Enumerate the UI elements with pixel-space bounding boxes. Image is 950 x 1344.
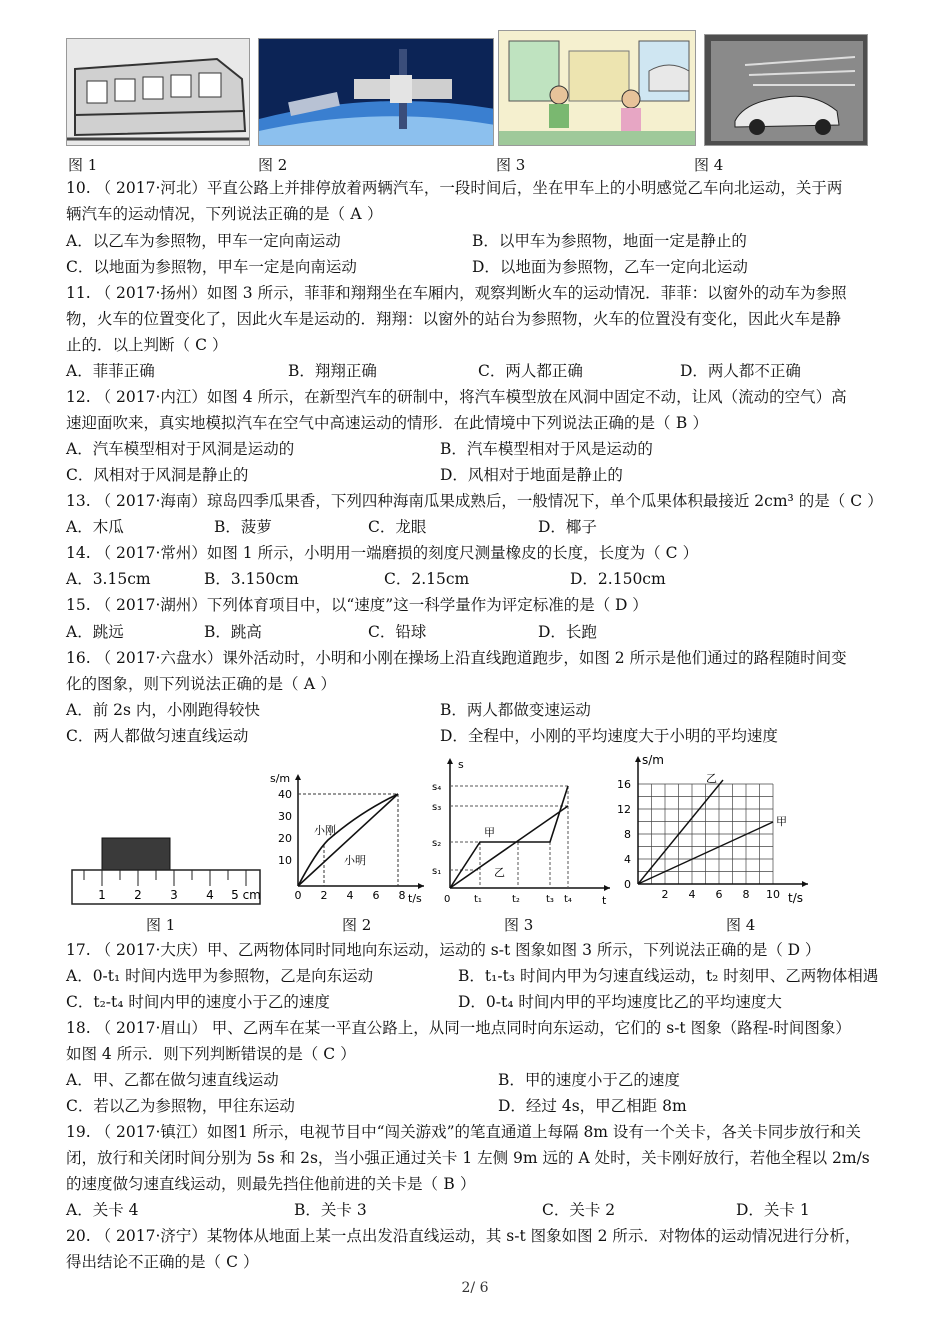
- q19-stem-text: 的速度做匀速直线运动，则最先挡住他前进的关卡是（: [66, 1175, 439, 1193]
- q20-stem-text: 得出结论不正确的是（: [66, 1253, 222, 1271]
- fig3-xlabel: t: [602, 894, 607, 907]
- q11-stem-line1: 11. （ 2017·扬州）如图 3 所示，菲菲和翔翔坐在车厢内，观察判断火车的运动情况．菲菲：以窗外的动车为参照: [66, 284, 847, 302]
- q19-option-a: A．关卡 4: [66, 1201, 139, 1219]
- q19-stem-line2: 闭，放行和关闭时间分别为 5s 和 2s，当小强正通过关卡 1 左侧 9m 远的 A 处时，关卡刚好放行，若他全程以 2m/s: [66, 1149, 870, 1167]
- fig4-xtick-4: 4: [688, 888, 696, 901]
- fig4-label-yi: 乙: [706, 772, 717, 785]
- q19-option-c: C．关卡 2: [542, 1201, 616, 1219]
- q14-option-b: B．3.150cm: [204, 570, 299, 588]
- q20-stem-line2: [66, 1251, 259, 1273]
- q16-option-c: C．两人都做匀速直线运动: [66, 727, 249, 745]
- page-number: 2/ 6: [461, 1280, 489, 1296]
- ruler-label-3: 3: [170, 888, 178, 902]
- q10-stem-text: 辆汽车的运动情况，下列说法正确的是（: [66, 205, 346, 223]
- q18-stem-text: 如图 4 所示．则下列判断错误的是（: [66, 1045, 319, 1063]
- fig2-xlabel: t/s: [408, 892, 422, 905]
- q15-stem: [66, 594, 648, 616]
- fig3-ytick-s2: s₂: [432, 838, 442, 849]
- fig3-ytick-s3: s₃: [432, 802, 442, 813]
- q18-option-a: A．甲、乙都在做匀速直线运动: [66, 1071, 279, 1089]
- fig2-ytick-40: 40: [278, 788, 292, 801]
- fig3-xtick-t2: t₂: [512, 894, 520, 905]
- q16-option-a: A．前 2s 内，小刚跑得较快: [66, 701, 260, 719]
- q11-option-d: D．两人都不正确: [680, 362, 801, 380]
- fig4-ytick-12: 12: [617, 803, 631, 816]
- q13-option-d: D．椰子: [538, 518, 597, 536]
- fig4-ytick-16: 16: [617, 778, 631, 791]
- q17-stem-text: 17. （ 2017·大庆）甲、乙两物体同时同地向东运动，运动的 s-t 图象如图 3 所示，下列说法正确的是（: [66, 941, 783, 959]
- fig2-xtick-2: 2: [320, 889, 328, 902]
- figure-tram-image: [66, 38, 250, 146]
- mid-fig4-graph: [616, 752, 818, 908]
- q10-option-c: C．以地面为参照物，甲车一定是向南运动: [66, 258, 357, 276]
- mid-fig2-graph: [264, 768, 432, 910]
- fig4-xlabel: t/s: [788, 891, 803, 905]
- fig2-ylabel: s/m: [270, 772, 291, 785]
- fig4-ylabel: s/m: [642, 753, 664, 767]
- fig4-ytick-4: 4: [624, 853, 631, 866]
- q19-stem-line1: 19. （ 2017·镇江）如图1 所示，电视节目中“闯关游戏”的笔直通道上每隔 8m 设有一个关卡，各关卡同步放行和关: [66, 1123, 861, 1141]
- q17-option-d: D．0-t₄ 时间内甲的平均速度比乙的平均速度大: [458, 993, 782, 1011]
- q14-option-a: A．3.15cm: [66, 570, 151, 588]
- q20-stem-close: ）: [243, 1253, 259, 1271]
- fig4-ytick-8: 8: [624, 828, 631, 841]
- q12-option-a: A．汽车模型相对于风洞是运动的: [66, 440, 295, 458]
- q10-stem-line2: [66, 203, 383, 225]
- top-fig-caption-2: 图 2: [258, 156, 288, 174]
- q12-option-c: C．风相对于风洞是静止的: [66, 466, 249, 484]
- q10-option-a: A．以乙车为参照物，甲车一定向南运动: [66, 232, 341, 250]
- top-fig-caption-1: 图 1: [68, 156, 98, 174]
- q17-stem: [66, 939, 820, 961]
- q14-option-d: D．2.150cm: [570, 570, 666, 588]
- q17-option-a: A．0-t₁ 时间内选甲为参照物，乙是向东运动: [66, 967, 374, 985]
- figure-train-cabin-image: [498, 30, 696, 146]
- fig4-ytick-0: 0: [624, 878, 631, 891]
- q15-stem-text: 15. （ 2017·湖州）下列体育项目中，以“速度”这一科学量作为评定标准的是（: [66, 596, 611, 614]
- fig3-xtick-t4: t₄: [564, 894, 572, 905]
- q11-answer: C: [195, 336, 207, 354]
- fig2-xtick-0: 0: [294, 889, 302, 902]
- q13-option-a: A．木瓜: [66, 518, 124, 536]
- q12-stem-text: 速迎面吹来，真实地模拟汽车在空气中高速运动的情形．在此情境中下列说法正确的是（: [66, 414, 671, 432]
- q16-stem-line1: 16. （ 2017·六盘水）课外活动时，小明和小刚在操场上沿直线跑道跑步，如图 2 所示是他们通过的路程随时间变: [66, 649, 847, 667]
- mid-fig-caption-4: 图 4: [726, 916, 756, 934]
- fig3-label-yi: 乙: [494, 866, 505, 879]
- q18-option-d: D．经过 4s，甲乙相距 8m: [498, 1097, 687, 1115]
- mid-fig-caption-1: 图 1: [146, 916, 176, 934]
- q15-answer: D: [615, 596, 628, 614]
- q11-stem-text: 止的．以上判断（: [66, 336, 191, 354]
- q10-stem-line1: 10. （ 2017·河北）平直公路上并排停放着两辆汽车，一段时间后，坐在甲车上的小明感觉乙车向北运动，关于两: [66, 179, 843, 197]
- q17-stem-close: ）: [804, 941, 821, 959]
- q13-stem: [66, 490, 883, 512]
- q19-answer: B: [443, 1175, 455, 1193]
- q19-option-d: D．关卡 1: [736, 1201, 810, 1219]
- q14-stem: [66, 542, 698, 564]
- q11-stem-line3: [66, 334, 228, 356]
- q19-stem-line3: [66, 1173, 476, 1195]
- mid-fig-caption-3: 图 3: [504, 916, 534, 934]
- q17-option-b: B．t₁-t₃ 时间内甲为匀速直线运动，t₂ 时刻甲、乙两物体相遇: [458, 967, 879, 985]
- fig4-xtick-8: 8: [742, 888, 750, 901]
- q11-option-c: C．两人都正确: [478, 362, 583, 380]
- fig2-xtick-6: 6: [372, 889, 380, 902]
- q13-option-c: C．龙眼: [368, 518, 427, 536]
- q11-option-a: A．菲菲正确: [66, 362, 155, 380]
- q12-stem-close: ）: [692, 414, 709, 432]
- q15-option-c: C．铅球: [368, 623, 427, 641]
- fig3-ytick-s1: s₁: [432, 866, 442, 877]
- mid-fig3-graph: [430, 752, 620, 910]
- fig2-label-xiaogang: 小刚: [314, 824, 336, 837]
- q10-option-b: B．以甲车为参照物，地面一定是静止的: [472, 232, 747, 250]
- top-fig-caption-4: 图 4: [694, 156, 724, 174]
- fig3-xtick-t1: t₁: [474, 894, 482, 905]
- q16-answer: A: [303, 675, 316, 693]
- q16-stem-line2: [66, 673, 336, 695]
- q15-stem-close: ）: [632, 596, 648, 614]
- fig2-xtick-4: 4: [346, 889, 354, 902]
- fig3-label-jia: 甲: [484, 826, 495, 839]
- mid-fig1-ruler: [66, 752, 262, 908]
- q18-option-c: C．若以乙为参照物，甲往东运动: [66, 1097, 295, 1115]
- q17-option-c: C．t₂-t₄ 时间内甲的速度小于乙的速度: [66, 993, 330, 1011]
- fig2-ytick-20: 20: [278, 832, 292, 845]
- fig4-xtick-2: 2: [661, 888, 669, 901]
- q11-stem-line2: 物，火车的位置变化了，因此火车是运动的．翔翔：以窗外的站台为参照物，火车的位置没有变化，因此火车是静: [66, 310, 842, 328]
- q18-stem-close: ）: [340, 1045, 356, 1063]
- fig2-xtick-8: 8: [398, 889, 406, 902]
- q15-option-a: A．跳远: [66, 623, 124, 641]
- q15-option-b: B．跳高: [204, 623, 262, 641]
- q19-option-b: B．关卡 3: [294, 1201, 367, 1219]
- q18-option-b: B．甲的速度小于乙的速度: [498, 1071, 680, 1089]
- q11-option-b: B．翔翔正确: [288, 362, 377, 380]
- q15-option-d: D．长跑: [538, 623, 597, 641]
- ruler-label-2: 2: [134, 888, 142, 902]
- top-fig-caption-3: 图 3: [496, 156, 526, 174]
- q13-option-b: B．菠萝: [214, 518, 272, 536]
- q16-stem-close: ）: [320, 675, 337, 693]
- fig2-ytick-30: 30: [278, 810, 292, 823]
- fig3-xtick-0: 0: [444, 894, 451, 905]
- q19-stem-close: ）: [460, 1175, 476, 1193]
- q14-answer: C: [665, 544, 678, 562]
- q10-option-d: D．以地面为参照物，乙车一定向北运动: [472, 258, 748, 276]
- q12-stem-line1: 12. （ 2017·内江）如图 4 所示，在新型汽车的研制中，将汽车模型放在风洞中固定不动，让风（流动的空气）高: [66, 388, 847, 406]
- q10-stem-close: ）: [367, 205, 383, 223]
- q16-option-b: B．两人都做变速运动: [440, 701, 591, 719]
- q16-option-d: D．全程中，小刚的平均速度大于小明的平均速度: [440, 727, 778, 745]
- q20-stem-line1: 20. （ 2017·济宁）某物体从地面上某一点出发沿直线运动，其 s-t 图象如图 2 所示．对物体的运动情况进行分析，: [66, 1227, 861, 1245]
- q11-stem-close: ）: [212, 336, 228, 354]
- q13-stem-close: ）: [867, 492, 883, 510]
- q17-answer: D: [787, 941, 801, 959]
- fig3-xtick-t3: t₃: [546, 894, 554, 905]
- q16-stem-text: 化的图象，则下列说法正确的是（: [66, 675, 299, 693]
- fig3-ylabel: s: [458, 758, 464, 771]
- q18-stem-line1: 18. （ 2017·眉山） 甲、乙两车在某一平直公路上，从同一地点同时向东运动，它们的 s-t 图象（路程-时间图象）: [66, 1019, 851, 1037]
- fig3-ytick-s4: s₄: [432, 782, 442, 793]
- ruler-label-4: 4: [206, 888, 214, 902]
- q18-answer: C: [323, 1045, 336, 1063]
- mid-fig-caption-2: 图 2: [342, 916, 372, 934]
- q12-option-b: B．汽车模型相对于风是运动的: [440, 440, 653, 458]
- q14-option-c: C．2.15cm: [384, 570, 470, 588]
- q12-stem-line2: [66, 412, 708, 434]
- ruler-label-1: 1: [98, 888, 106, 902]
- q12-answer: B: [675, 414, 688, 432]
- q14-stem-close: ）: [682, 544, 699, 562]
- q13-answer: C: [850, 492, 863, 510]
- ruler-label-5: 5 cm: [231, 888, 261, 902]
- fig2-ytick-10: 10: [278, 854, 292, 867]
- q13-stem-text: 13. （ 2017·海南）琼岛四季瓜果香，下列四种海南瓜果成熟后，一般情况下，单个瓜果体积最接近 2cm³ 的是（: [66, 492, 846, 510]
- q10-answer: A: [350, 205, 362, 223]
- q20-answer: C: [226, 1253, 238, 1271]
- q18-stem-line2: [66, 1043, 356, 1065]
- fig4-xtick-6: 6: [715, 888, 723, 901]
- q12-option-d: D．风相对于地面是静止的: [440, 466, 623, 484]
- figure-space-station-image: [258, 38, 494, 146]
- fig2-label-xiaoming: 小明: [344, 854, 366, 867]
- fig4-xtick-10: 10: [766, 888, 780, 901]
- figure-wind-tunnel-image: [704, 34, 868, 146]
- fig4-label-jia: 甲: [776, 815, 787, 828]
- q14-stem-text: 14. （ 2017·常州）如图 1 所示，小明用一端磨损的刻度尺测量橡皮的长度，长度为（: [66, 544, 661, 562]
